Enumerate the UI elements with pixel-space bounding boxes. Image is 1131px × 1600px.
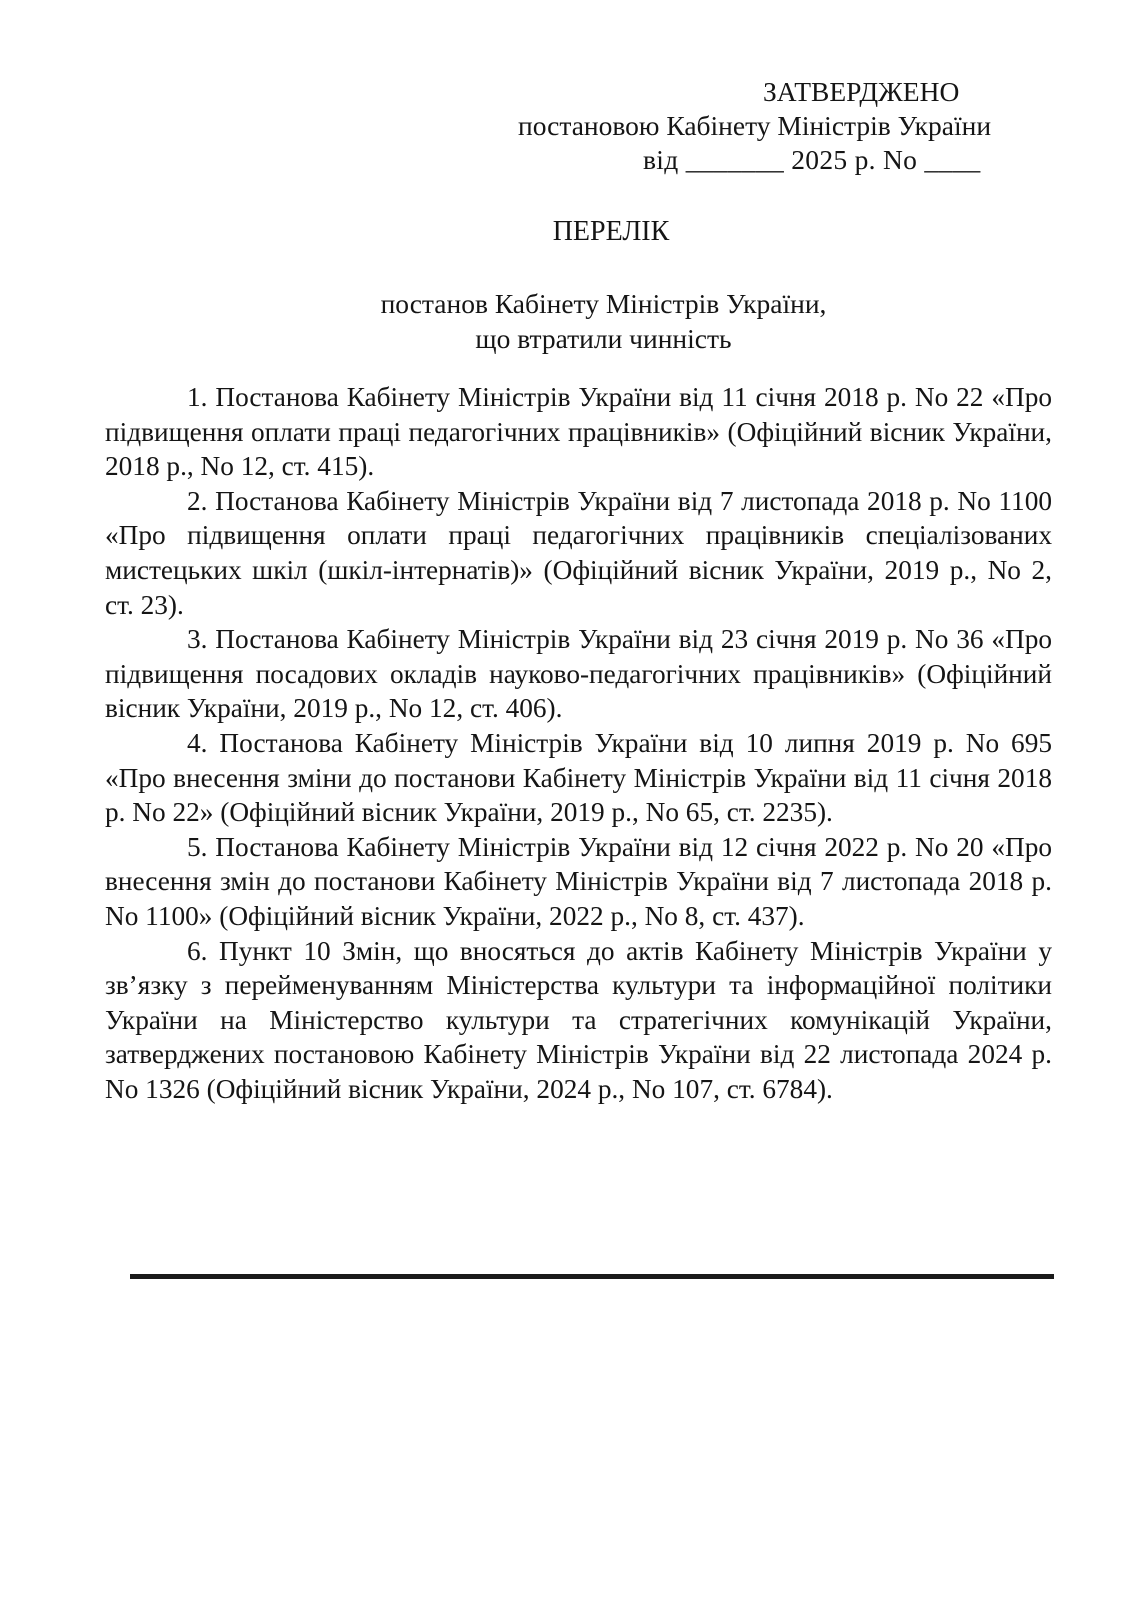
list-item: 3. Постанова Кабінету Міністрів України від 23 січня 2019 р. No 36 «Про підвищення посадових окладів науково-педагогічних працівників» (Офіційний вісник України, 2019 р., No 12, ст. 406). — [105, 624, 1052, 724]
list-item: 5. Постанова Кабінету Міністрів України від 12 січня 2022 р. No 20 «Про внесення змін до постанови Кабінету Міністрів України від 7 листопада 2018 р. No 1100» (Офіційний вісник України, 2022 р., No 8, ст. 437). — [105, 831, 1052, 931]
list-item: 4. Постанова Кабінету Міністрів України від 10 липня 2019 р. No 695 «Про внесення зміни до постанови Кабінету Міністрів України від 11 січня 2018 р. No 22» (Офіційний вісник України, 2019 р., No 65, ст. 2235). — [105, 727, 1052, 828]
subtitle-line-2: що втратили чинність — [475, 323, 732, 354]
page-title: ПЕРЕЛІК — [552, 216, 670, 247]
approval-authority-text: постановою Кабінету Міністрів України — [518, 110, 992, 141]
document-subtitle — [105, 286, 1052, 356]
list-item: 6. Пункт 10 Змін, що вносяться до актів Кабінету Міністрів України у зв’язку з перейменуванням Міністерства культури та інформаційної політики України на Міністерство культури та стратегічних комунікацій України, затверджених постановою Кабінету Міністрів України від 22 листопада 2024 р. No 1326 (Офіційний вісник України, 2024 р., No 107, ст. 6784). — [105, 935, 1052, 1104]
document-body — [105, 380, 1052, 1106]
approval-block — [518, 75, 1058, 177]
approval-stamp-text: ЗАТВЕРДЖЕНО — [763, 76, 960, 107]
separator-line — [130, 1274, 1054, 1279]
approval-date-line: від _______ 2025 р. No ____ — [643, 144, 981, 175]
list-item: 2. Постанова Кабінету Міністрів України від 7 листопада 2018 р. No 1100 «Про підвищення оплати праці педагогічних працівників спеціалізованих мистецьких шкіл (шкіл-інтернатів)» (Офіційний вісник України, 2019 р., No 2, ст. 23). — [105, 485, 1052, 620]
subtitle-line-1: постанов Кабінету Міністрів України, — [380, 288, 827, 319]
list-item: 1. Постанова Кабінету Міністрів України від 11 січня 2018 р. No 22 «Про підвищення оплати праці педагогічних працівників» (Офіційний вісник України, 2018 р., No 12, ст. 415). — [105, 382, 1052, 482]
